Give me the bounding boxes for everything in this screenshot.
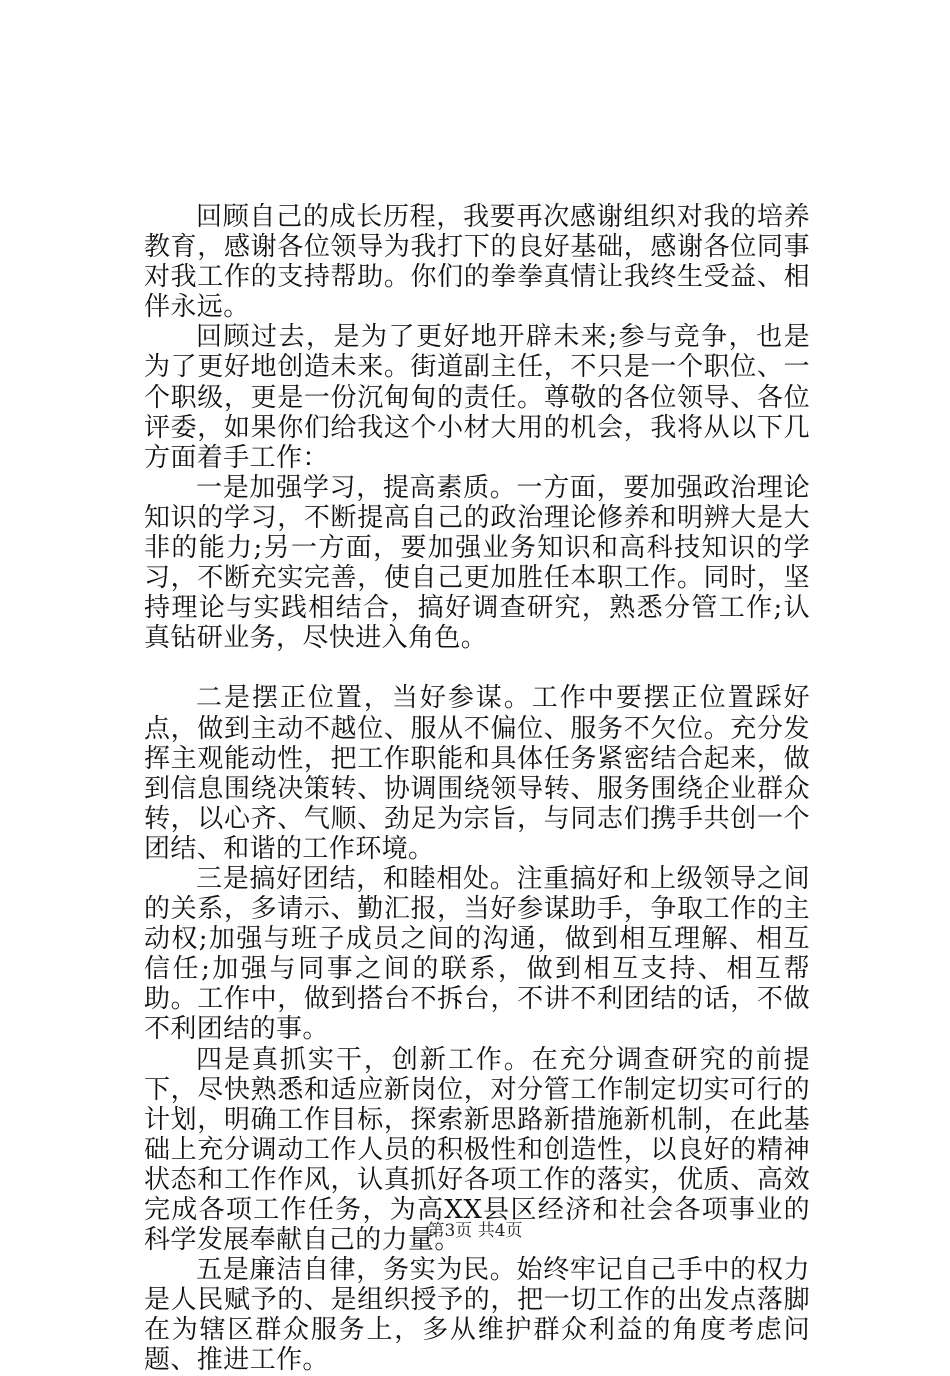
document-body [144, 202, 810, 1376]
paragraph-point-three: 三是搞好团结，和睦相处。注重搞好和上级领导之间的关系，多请示、勤汇报，当好参谋助手，争取工作的主动权;加强与班子成员之间的沟通，做到相互理解、相互信任;加强与同事之间的联系，做到相互支持、相互帮助。工作中，做到搭台不拆台，不讲不利团结的话，不做不利团结的事。 [144, 863, 810, 1045]
paragraph-point-one: 一是加强学习，提高素质。一方面，要加强政治理论知识的学习，不断提高自己的政治理论修养和明辨大是大非的能力;另一方面，要加强业务知识和高科技知识的学习，不断充实完善，使自己更加胜任本职工作。同时，坚持理论与实践相结合，搞好调查研究，熟悉分管工作;认真钻研业务，尽快进入角色。 [144, 472, 810, 654]
paragraph-point-four: 四是真抓实干，创新工作。在充分调查研究的前提下，尽快熟悉和适应新岗位，对分管工作制定切实可行的计划，明确工作目标，探索新思路新措施新机制，在此基础上充分调动工作人员的积极性和创造性，以良好的精神状态和工作作风，认真抓好各项工作的落实，优质、高效完成各项工作任务，为高XX县区经济和社会各项事业的科学发展奉献自己的力量。 [144, 1044, 810, 1256]
paragraph-gratitude: 回顾自己的成长历程，我要再次感谢组织对我的培养教育，感谢各位领导为我打下的良好基础，感谢各位同事对我工作的支持帮助。你们的拳拳真情让我终生受益、相伴永远。 [144, 202, 810, 323]
paragraph-point-two: 二是摆正位置，当好参谋。工作中要摆正位置踩好点，做到主动不越位、服从不偏位、服务不欠位。充分发挥主观能动性，把工作职能和具体任务紧密结合起来，做到信息围绕决策转、协调围绕领导转、服务围绕企业群众转，以心齐、气顺、劲足为宗旨，与同志们携手共创一个团结、和谐的工作环境。 [144, 683, 810, 864]
paragraph-looking-back: 回顾过去，是为了更好地开辟未来;参与竞争，也是为了更好地创造未来。街道副主任，不只是一个职位、一个职级，更是一份沉甸甸的责任。尊敬的各位领导、各位评委，如果你们给我这个小材大用的机会，我将从以下几方面着手工作： [144, 322, 810, 473]
paragraph-spacer [144, 653, 810, 683]
page-number-footer: 第3页 共4页 [427, 1221, 523, 1241]
paragraph-point-five: 五是廉洁自律，务实为民。始终牢记自己手中的权力是人民赋予的、是组织授予的，把一切工作的出发点落脚在为辖区群众服务上，多从维护群众利益的角度考虑问题、推进工作。 [144, 1255, 810, 1376]
